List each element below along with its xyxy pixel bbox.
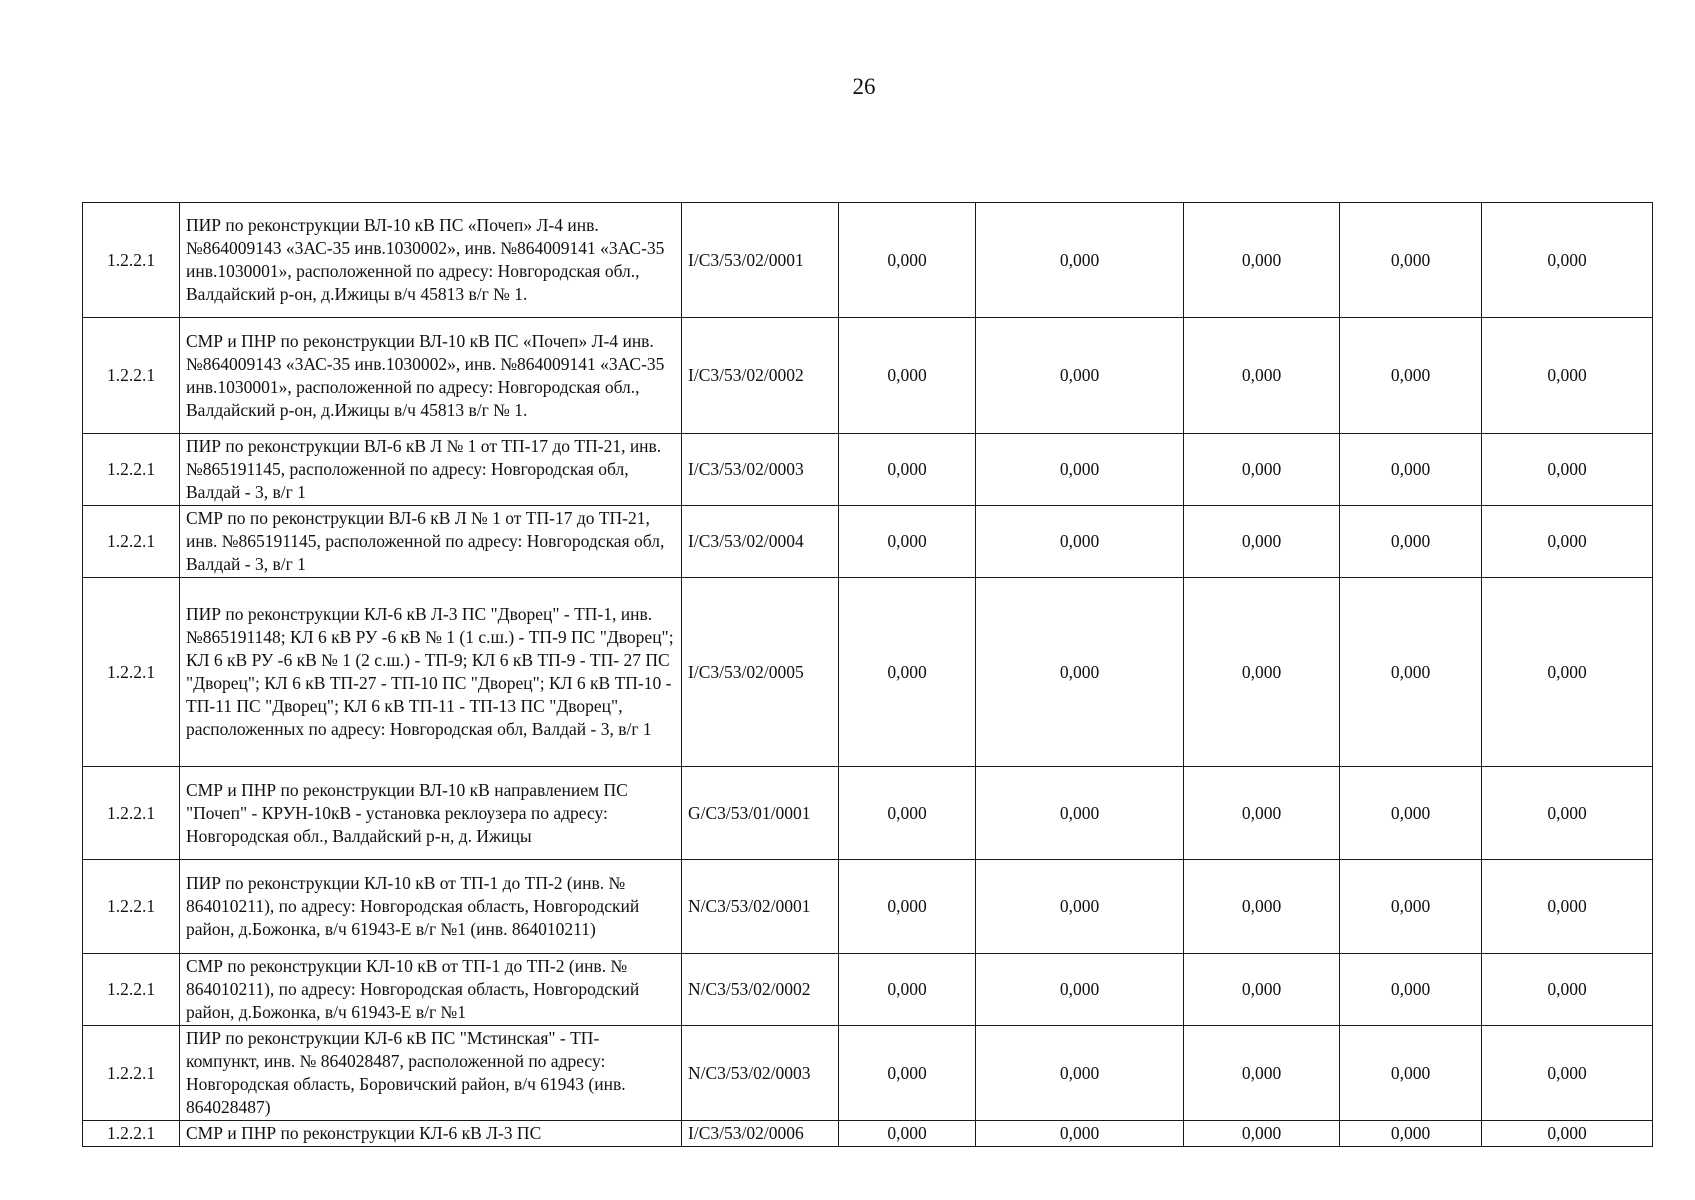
value-cell-2: 0,000: [976, 1026, 1184, 1121]
table-row: [83, 203, 1653, 318]
row-number-cell: 1.2.2.1: [83, 860, 180, 954]
value-cell-1: 0,000: [839, 1026, 976, 1121]
value-cell-5: 0,000: [1482, 318, 1653, 434]
row-number-cell: 1.2.2.1: [83, 506, 180, 578]
value-cell-4: 0,000: [1340, 954, 1482, 1026]
value-cell-1: 0,000: [839, 1121, 976, 1147]
table-row: [83, 1121, 1653, 1147]
value-cell-1: 0,000: [839, 434, 976, 506]
value-cell-1: 0,000: [839, 860, 976, 954]
value-cell-4: 0,000: [1340, 506, 1482, 578]
value-cell-2: 0,000: [976, 860, 1184, 954]
description-cell: ПИР по реконструкции ВЛ-6 кВ Л № 1 от ТП-17 до ТП-21, инв. №865191145, расположенной по адресу: Новгородская обл, Валдай - 3, в/г 1: [180, 434, 682, 506]
value-cell-4: 0,000: [1340, 578, 1482, 767]
description-cell: СМР по по реконструкции ВЛ-6 кВ Л № 1 от ТП-17 до ТП-21, инв. №865191145, расположенной по адресу: Новгородская обл, Валдай - 3, в/г 1: [180, 506, 682, 578]
description-cell: ПИР по реконструкции КЛ-6 кВ Л-3 ПС "Дворец" - ТП-1, инв. №865191148; КЛ 6 кВ РУ -6 кВ № 1 (1 с.ш.) - ТП-9 ПС "Дворец"; КЛ 6 кВ РУ -6 кВ № 1 (2 с.ш.) - ТП-9; КЛ 6 кВ ТП-9 - ТП- 27 ПС "Дворец"; КЛ 6 кВ ТП-27 - ТП-10 ПС "Дворец"; КЛ 6 кВ ТП-10 - ТП-11 ПС "Дворец"; КЛ 6 кВ ТП-11 - ТП-13 ПС "Дворец", расположенных по адресу: Новгородская обл, Валдай - 3, в/г 1: [180, 578, 682, 767]
description-cell: СМР по реконструкции КЛ-10 кВ от ТП-1 до ТП-2 (инв. № 864010211), по адресу: Новгородская область, Новгородский район, д.Божонка, в/ч 61943-Е в/г №1: [180, 954, 682, 1026]
value-cell-3: 0,000: [1184, 578, 1340, 767]
project-code-cell: I/C3/53/02/0002: [682, 318, 839, 434]
value-cell-5: 0,000: [1482, 954, 1653, 1026]
value-cell-1: 0,000: [839, 578, 976, 767]
value-cell-3: 0,000: [1184, 434, 1340, 506]
table-row: [83, 954, 1653, 1026]
description-cell: ПИР по реконструкции КЛ-10 кВ от ТП-1 до ТП-2 (инв. № 864010211), по адресу: Новгородская область, Новгородский район, д.Божонка, в/ч 61943-Е в/г №1 (инв. 864010211): [180, 860, 682, 954]
value-cell-5: 0,000: [1482, 1026, 1653, 1121]
description-cell: СМР и ПНР по реконструкции ВЛ-10 кВ ПС «Почеп» Л-4 инв. №864009143 «3АС-35 инв.1030002», инв. №864009141 «3АС-35 инв.1030001», расположенной по адресу: Новгородская обл., Валдайский р-он, д.Ижицы в/ч 45813 в/г № 1.: [180, 318, 682, 434]
description-cell: ПИР по реконструкции ВЛ-10 кВ ПС «Почеп» Л-4 инв. №864009143 «3АС-35 инв.1030002», инв. №864009141 «3АС-35 инв.1030001», расположенной по адресу: Новгородская обл., Валдайский р-он, д.Ижицы в/ч 45813 в/г № 1.: [180, 203, 682, 318]
value-cell-4: 0,000: [1340, 203, 1482, 318]
value-cell-2: 0,000: [976, 203, 1184, 318]
value-cell-5: 0,000: [1482, 767, 1653, 860]
value-cell-3: 0,000: [1184, 1121, 1340, 1147]
value-cell-1: 0,000: [839, 954, 976, 1026]
value-cell-1: 0,000: [839, 203, 976, 318]
table-row: [83, 318, 1653, 434]
value-cell-2: 0,000: [976, 506, 1184, 578]
description-cell: ПИР по реконструкции КЛ-6 кВ ПС "Мстинская" - ТП- компункт, инв. № 864028487, расположенной по адресу: Новгородская область, Боровичский район, в/ч 61943 (инв. 864028487): [180, 1026, 682, 1121]
value-cell-5: 0,000: [1482, 434, 1653, 506]
investment-table: [82, 202, 1653, 1147]
value-cell-3: 0,000: [1184, 954, 1340, 1026]
table-row: [83, 860, 1653, 954]
value-cell-2: 0,000: [976, 318, 1184, 434]
value-cell-1: 0,000: [839, 767, 976, 860]
project-code-cell: N/C3/53/02/0002: [682, 954, 839, 1026]
row-number-cell: 1.2.2.1: [83, 954, 180, 1026]
table-row: [83, 578, 1653, 767]
value-cell-2: 0,000: [976, 578, 1184, 767]
value-cell-3: 0,000: [1184, 203, 1340, 318]
value-cell-5: 0,000: [1482, 860, 1653, 954]
value-cell-5: 0,000: [1482, 578, 1653, 767]
value-cell-1: 0,000: [839, 506, 976, 578]
value-cell-3: 0,000: [1184, 1026, 1340, 1121]
row-number-cell: 1.2.2.1: [83, 318, 180, 434]
value-cell-3: 0,000: [1184, 506, 1340, 578]
row-number-cell: 1.2.2.1: [83, 434, 180, 506]
project-code-cell: I/C3/53/02/0005: [682, 578, 839, 767]
project-code-cell: I/C3/53/02/0003: [682, 434, 839, 506]
project-code-cell: N/C3/53/02/0003: [682, 1026, 839, 1121]
project-code-cell: G/C3/53/01/0001: [682, 767, 839, 860]
value-cell-2: 0,000: [976, 434, 1184, 506]
value-cell-2: 0,000: [976, 767, 1184, 860]
value-cell-3: 0,000: [1184, 860, 1340, 954]
value-cell-4: 0,000: [1340, 1026, 1482, 1121]
table-row: [83, 506, 1653, 578]
row-number-cell: 1.2.2.1: [83, 1026, 180, 1121]
value-cell-5: 0,000: [1482, 203, 1653, 318]
value-cell-3: 0,000: [1184, 767, 1340, 860]
value-cell-1: 0,000: [839, 318, 976, 434]
value-cell-2: 0,000: [976, 1121, 1184, 1147]
project-code-cell: I/C3/53/02/0004: [682, 506, 839, 578]
value-cell-4: 0,000: [1340, 318, 1482, 434]
project-code-cell: N/C3/53/02/0001: [682, 860, 839, 954]
description-cell: СМР и ПНР по реконструкции КЛ-6 кВ Л-3 ПС: [180, 1121, 682, 1147]
value-cell-3: 0,000: [1184, 318, 1340, 434]
project-code-cell: I/C3/53/02/0001: [682, 203, 839, 318]
table-row: [83, 434, 1653, 506]
value-cell-4: 0,000: [1340, 434, 1482, 506]
value-cell-5: 0,000: [1482, 506, 1653, 578]
value-cell-4: 0,000: [1340, 1121, 1482, 1147]
value-cell-2: 0,000: [976, 954, 1184, 1026]
project-code-cell: I/C3/53/02/0006: [682, 1121, 839, 1147]
value-cell-4: 0,000: [1340, 767, 1482, 860]
value-cell-5: 0,000: [1482, 1121, 1653, 1147]
page-number: 26: [852, 74, 876, 99]
row-number-cell: 1.2.2.1: [83, 578, 180, 767]
row-number-cell: 1.2.2.1: [83, 767, 180, 860]
row-number-cell: 1.2.2.1: [83, 203, 180, 318]
description-cell: СМР и ПНР по реконструкции ВЛ-10 кВ направлением ПС "Почеп" - КРУН-10кВ - установка реклоузера по адресу: Новгородская обл., Валдайский р-н, д. Ижицы: [180, 767, 682, 860]
value-cell-4: 0,000: [1340, 860, 1482, 954]
row-number-cell: 1.2.2.1: [83, 1121, 180, 1147]
table-row: [83, 767, 1653, 860]
table-row: [83, 1026, 1653, 1121]
